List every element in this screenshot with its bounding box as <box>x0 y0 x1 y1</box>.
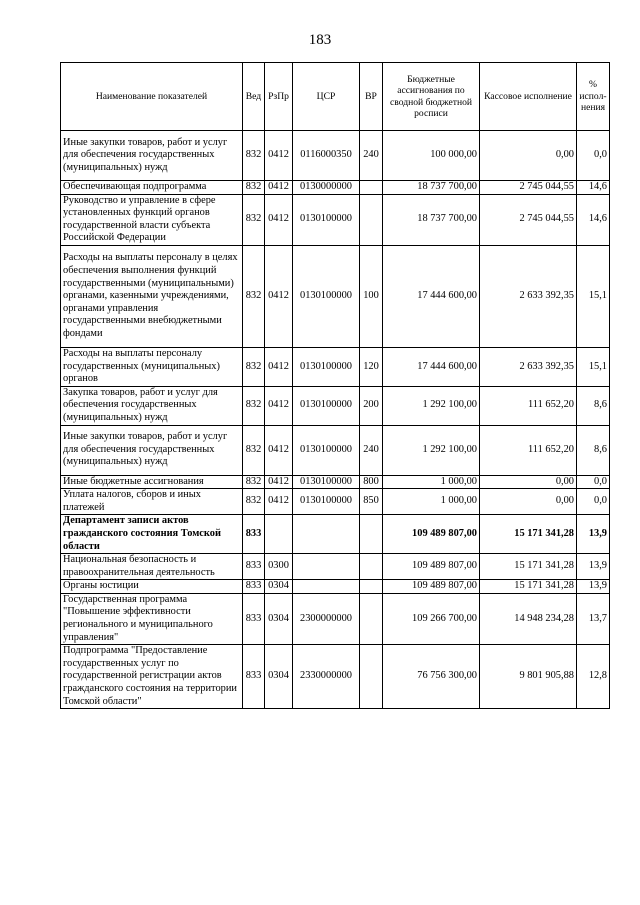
cell-budget: 1 000,00 <box>383 475 480 489</box>
cell-csr: 0130100000 <box>293 347 360 386</box>
header-name: Наименование показателей <box>61 63 243 131</box>
cell-pct: 14,6 <box>577 194 610 245</box>
cell-csr: 0130100000 <box>293 386 360 425</box>
cell-rzpr: 0412 <box>265 131 293 181</box>
cell-cash: 0,00 <box>480 475 577 489</box>
cell-cash: 2 745 044,55 <box>480 194 577 245</box>
cell-name: Руководство и управление в сфере установленных функций органов государственной власти субъекта Российской Федерации <box>61 194 243 245</box>
cell-ved: 833 <box>243 515 265 554</box>
cell-rzpr: 0412 <box>265 489 293 515</box>
cell-ved: 832 <box>243 181 265 195</box>
header-rzpr: РзПр <box>265 63 293 131</box>
cell-vr: 240 <box>360 425 383 475</box>
cell-vr <box>360 593 383 644</box>
cell-budget: 1 292 100,00 <box>383 386 480 425</box>
cell-ved: 832 <box>243 475 265 489</box>
cell-cash: 2 633 392,35 <box>480 347 577 386</box>
cell-budget: 18 737 700,00 <box>383 194 480 245</box>
cell-ved: 832 <box>243 489 265 515</box>
table-row <box>61 489 610 515</box>
cell-csr: 0130100000 <box>293 475 360 489</box>
cell-rzpr: 0412 <box>265 194 293 245</box>
cell-pct: 8,6 <box>577 425 610 475</box>
cell-csr <box>293 515 360 554</box>
cell-cash: 111 652,20 <box>480 386 577 425</box>
cell-cash: 14 948 234,28 <box>480 593 577 644</box>
cell-cash: 15 171 341,28 <box>480 515 577 554</box>
header-csr: ЦСР <box>293 63 360 131</box>
header-cash: Кассовое исполнение <box>480 63 577 131</box>
cell-name: Закупка товаров, работ и услуг для обеспечения государственных (муниципальных) нужд <box>61 386 243 425</box>
cell-pct: 0,0 <box>577 475 610 489</box>
table-row <box>61 425 610 475</box>
cell-pct: 8,6 <box>577 386 610 425</box>
cell-name: Иные закупки товаров, работ и услуг для обеспечения государственных (муниципальных) нужд <box>61 131 243 181</box>
cell-ved: 833 <box>243 554 265 580</box>
cell-csr: 0130100000 <box>293 489 360 515</box>
cell-pct: 14,6 <box>577 181 610 195</box>
cell-rzpr: 0412 <box>265 181 293 195</box>
header-vr: ВР <box>360 63 383 131</box>
cell-pct: 13,9 <box>577 554 610 580</box>
cell-csr: 0130100000 <box>293 425 360 475</box>
cell-budget: 1 000,00 <box>383 489 480 515</box>
cell-ved: 832 <box>243 347 265 386</box>
cell-name: Национальная безопасность и правоохранительная деятельность <box>61 554 243 580</box>
cell-csr <box>293 580 360 594</box>
cell-pct: 0,0 <box>577 131 610 181</box>
cell-ved: 833 <box>243 593 265 644</box>
cell-name: Департамент записи актов гражданского состояния Томской области <box>61 515 243 554</box>
cell-ved: 832 <box>243 425 265 475</box>
cell-pct: 12,8 <box>577 645 610 709</box>
header-pct: % испол-нения <box>577 63 610 131</box>
cell-vr: 100 <box>360 245 383 347</box>
cell-csr: 0116000350 <box>293 131 360 181</box>
cell-cash: 0,00 <box>480 131 577 181</box>
cell-name: Государственная программа "Повышение эффективности регионального и муниципального управления" <box>61 593 243 644</box>
cell-csr: 2300000000 <box>293 593 360 644</box>
table-row <box>61 593 610 644</box>
cell-rzpr: 0412 <box>265 245 293 347</box>
cell-csr: 2330000000 <box>293 645 360 709</box>
cell-rzpr: 0300 <box>265 554 293 580</box>
cell-cash: 9 801 905,88 <box>480 645 577 709</box>
cell-name: Расходы на выплаты персоналу в целях обеспечения выполнения функций государственными (муниципальными) органами, казенными учреждениями, органами управления государственными внебюджетными фондами <box>61 245 243 347</box>
cell-vr: 850 <box>360 489 383 515</box>
table-row <box>61 131 610 181</box>
table-row <box>61 194 610 245</box>
cell-pct: 13,7 <box>577 593 610 644</box>
cell-budget: 109 266 700,00 <box>383 593 480 644</box>
table-header-row <box>61 63 610 131</box>
cell-budget: 109 489 807,00 <box>383 580 480 594</box>
cell-cash: 2 745 044,55 <box>480 181 577 195</box>
cell-name: Иные бюджетные ассигнования <box>61 475 243 489</box>
table-row <box>61 347 610 386</box>
cell-budget: 100 000,00 <box>383 131 480 181</box>
cell-vr <box>360 181 383 195</box>
cell-budget: 18 737 700,00 <box>383 181 480 195</box>
cell-pct: 13,9 <box>577 580 610 594</box>
cell-cash: 15 171 341,28 <box>480 580 577 594</box>
header-ved: Вед <box>243 63 265 131</box>
cell-budget: 1 292 100,00 <box>383 425 480 475</box>
cell-vr: 120 <box>360 347 383 386</box>
cell-name: Подпрограмма "Предоставление государственных услуг по государственной регистрации актов гражданского состояния на территории Томской области" <box>61 645 243 709</box>
cell-vr <box>360 515 383 554</box>
cell-budget: 109 489 807,00 <box>383 515 480 554</box>
cell-name: Уплата налогов, сборов и иных платежей <box>61 489 243 515</box>
cell-rzpr: 0304 <box>265 593 293 644</box>
cell-budget: 17 444 600,00 <box>383 347 480 386</box>
cell-cash: 2 633 392,35 <box>480 245 577 347</box>
cell-csr <box>293 554 360 580</box>
cell-name: Органы юстиции <box>61 580 243 594</box>
cell-ved: 832 <box>243 194 265 245</box>
cell-pct: 13,9 <box>577 515 610 554</box>
cell-cash: 15 171 341,28 <box>480 554 577 580</box>
cell-csr: 0130100000 <box>293 245 360 347</box>
table-row <box>61 475 610 489</box>
cell-rzpr: 0412 <box>265 386 293 425</box>
table-row <box>61 645 610 709</box>
page-number: 183 <box>308 32 332 48</box>
cell-pct: 0,0 <box>577 489 610 515</box>
cell-rzpr: 0412 <box>265 425 293 475</box>
table-row <box>61 580 610 594</box>
cell-cash: 111 652,20 <box>480 425 577 475</box>
cell-pct: 15,1 <box>577 347 610 386</box>
cell-name: Расходы на выплаты персоналу государственных (муниципальных) органов <box>61 347 243 386</box>
cell-rzpr: 0412 <box>265 347 293 386</box>
cell-csr: 0130000000 <box>293 181 360 195</box>
table-body <box>61 131 610 709</box>
cell-rzpr: 0304 <box>265 580 293 594</box>
cell-ved: 832 <box>243 245 265 347</box>
cell-ved: 833 <box>243 645 265 709</box>
cell-budget: 17 444 600,00 <box>383 245 480 347</box>
cell-ved: 833 <box>243 580 265 594</box>
cell-vr <box>360 645 383 709</box>
cell-vr: 200 <box>360 386 383 425</box>
cell-cash: 0,00 <box>480 489 577 515</box>
cell-pct: 15,1 <box>577 245 610 347</box>
cell-ved: 832 <box>243 131 265 181</box>
cell-csr: 0130100000 <box>293 194 360 245</box>
cell-vr <box>360 194 383 245</box>
cell-ved: 832 <box>243 386 265 425</box>
budget-execution-table <box>60 62 610 709</box>
cell-budget: 76 756 300,00 <box>383 645 480 709</box>
cell-vr <box>360 580 383 594</box>
table-row <box>61 515 610 554</box>
header-budget: Бюджетные ассигнования по сводной бюджетной росписи <box>383 63 480 131</box>
cell-budget: 109 489 807,00 <box>383 554 480 580</box>
cell-name: Обеспечивающая подпрограмма <box>61 181 243 195</box>
cell-vr <box>360 554 383 580</box>
cell-name: Иные закупки товаров, работ и услуг для обеспечения государственных (муниципальных) нужд <box>61 425 243 475</box>
cell-vr: 800 <box>360 475 383 489</box>
table-row <box>61 554 610 580</box>
cell-rzpr: 0304 <box>265 645 293 709</box>
table-row <box>61 181 610 195</box>
cell-vr: 240 <box>360 131 383 181</box>
cell-rzpr: 0412 <box>265 475 293 489</box>
cell-rzpr <box>265 515 293 554</box>
table-row <box>61 245 610 347</box>
table-row <box>61 386 610 425</box>
